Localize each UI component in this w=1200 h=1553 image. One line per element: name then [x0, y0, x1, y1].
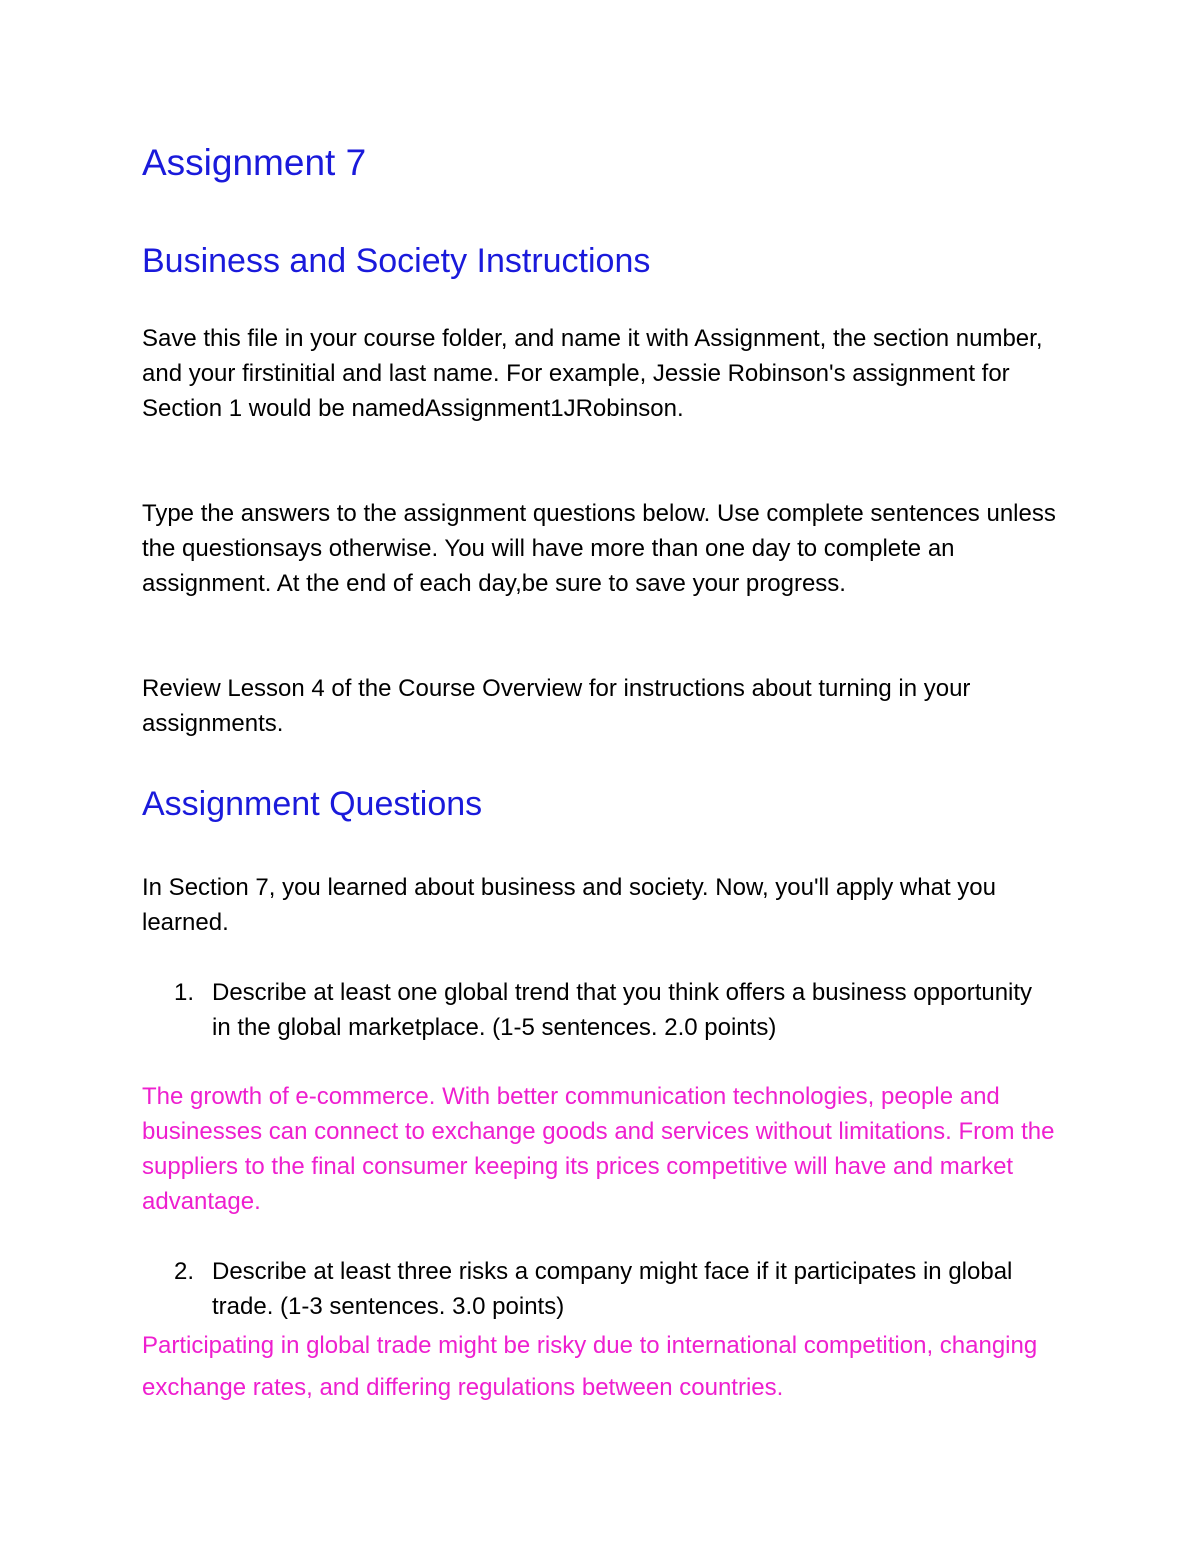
- paragraph-save-instructions: Save this file in your course folder, and name it with Assignment, the section number, and your firstinitial and last name. For example, Jessie Robinson's assignment for Section 1 would be namedAssignment1JRobinson.: [142, 325, 1043, 422]
- question-number: 1.: [174, 979, 195, 1006]
- question-text: Describe at least three risks a company might face if it participates in global trade. (1-3 sentences. 3.0 points): [212, 1258, 1013, 1320]
- paragraph-review-instructions: Review Lesson 4 of the Course Overview for instructions about turning in your assignments.: [142, 675, 971, 737]
- document-title: Assignment 7: [142, 142, 367, 183]
- instructions-heading: Business and Society Instructions: [142, 242, 651, 280]
- questions-intro: In Section 7, you learned about business and society. Now, you'll apply what you learned.: [142, 874, 996, 936]
- question-number: 2.: [174, 1258, 195, 1285]
- questions-heading: Assignment Questions: [142, 785, 483, 823]
- answer-text: Participating in global trade might be risky due to international competition, changing exchange rates, and differing regulations between countries.: [142, 1332, 1038, 1401]
- question-text: Describe at least one global trend that you think offers a business opportunity in the global marketplace. (1-5 sentences. 2.0 points): [212, 979, 1033, 1041]
- answer-text: The growth of e-commerce. With better communication technologies, people and businesses can connect to exchange goods and services without limitations. From the suppliers to the final consumer keeping its prices competitive will have and market advantage.: [142, 1083, 1055, 1215]
- paragraph-type-instructions: Type the answers to the assignment questions below. Use complete sentences unless the questionsays otherwise. You will have more than one day to complete an assignment. At the end of each day,be sure to save your progress.: [142, 500, 1056, 597]
